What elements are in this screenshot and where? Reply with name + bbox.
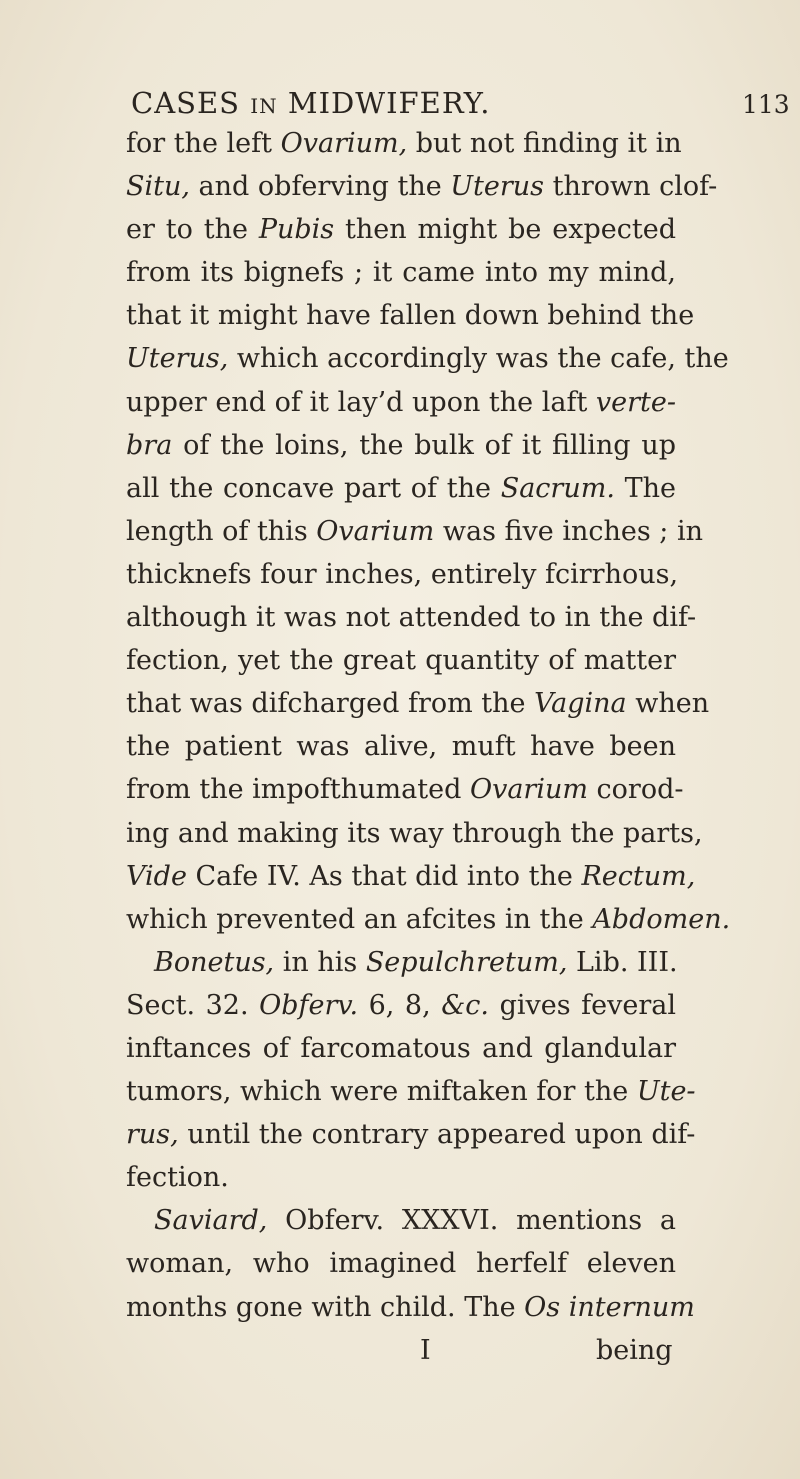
text-line [126,122,682,165]
italic-text: Sepulchretum, [365,946,568,978]
text-line [126,639,676,682]
italic-text: Pubis [258,214,335,246]
text-run: woman, who imagined herfelf eleven [126,1248,676,1280]
text-run: thicknefs four inches, entirely fcirrhous, [126,558,679,590]
italic-text: Vide [126,860,187,892]
text-line [126,725,676,768]
text-line [126,941,676,984]
running-title [131,86,490,120]
text-line [126,1242,676,1285]
italic-text: Sacrum. [500,472,615,504]
text-run: The [614,472,676,504]
text-line [126,812,703,855]
text-run: which accordingly was the cafe, the [228,343,729,375]
text-line [126,855,696,898]
italic-text: Bonetus, [154,946,275,978]
text-run: the patient was alive, muft have been [126,731,676,763]
text-line [126,337,729,380]
title-cases: CASES [131,86,241,120]
text-line [126,596,697,639]
text-line [126,768,684,811]
text-line [126,165,718,208]
text-run: from the impofthumated [126,774,470,806]
text-line [126,1199,676,1242]
italic-text: Saviard, [154,1205,268,1237]
text-run: fection. [126,1162,229,1194]
italic-text: Rectum, [581,860,696,892]
text-run: gives feveral [489,989,676,1021]
text-run: that was difcharged from the [126,688,535,720]
signature-mark: I [420,1334,431,1366]
text-run: and obferving the [189,171,451,203]
text-run: that it might have fallen down behind the [126,300,695,332]
text-run: tumors, which were miftaken for the [126,1076,637,1108]
text-line [126,251,676,294]
italic-text: Ovarium, [280,128,408,159]
italic-text: Obferv. [259,989,359,1021]
text-line [126,1070,696,1113]
text-line [126,984,676,1027]
text-line [126,294,695,337]
text-run: then might be expected [334,214,676,246]
text-line [126,682,710,725]
page-footer [126,1329,676,1372]
text-line [126,898,731,941]
body-text [126,122,731,1372]
italic-text: rus, [126,1119,179,1151]
text-line [126,1113,696,1156]
text-run: in his [274,946,366,978]
italic-text: bra [126,429,173,461]
text-run: inftances of farcomatous and glandular [126,1032,676,1064]
title-in: IN [250,94,278,118]
italic-text: Os internum [524,1291,695,1323]
text-run: Cafe IV. As that did into the [186,860,582,892]
text-run: Lib. III. [567,946,678,978]
italic-text: Abdomen. [592,903,731,935]
text-line [126,510,704,553]
text-run: although it was not attended to in the dif- [126,602,697,634]
catchword: being [596,1334,673,1366]
italic-text: Uterus [450,171,545,203]
page-header [0,86,800,126]
text-run: when [626,688,710,720]
text-run: was five inches ; in [434,515,704,547]
text-run: until the contrary appeared upon dif- [178,1119,696,1151]
italic-text: Uterus, [126,343,229,375]
text-run: length of this [126,515,317,547]
text-run: Obferv. XXXVI. mentions a [267,1205,676,1237]
text-run: ing and making its way through the parts, [126,817,703,849]
text-run: Sect. 32. [126,989,260,1021]
text-line [126,1286,695,1329]
text-line [126,208,676,251]
italic-text: &c. [441,989,490,1021]
text-run: er to the [126,214,259,246]
text-line [126,1027,676,1070]
text-line [126,381,676,424]
text-run: upper end of it lay’d upon the laft [126,386,596,418]
text-run: but not finding it in [407,128,682,159]
italic-text: Ute- [636,1076,696,1108]
italic-text: Vagina [534,688,627,720]
italic-text: verte- [595,386,676,418]
text-line [126,553,679,596]
text-line [126,467,676,510]
text-run: fection, yet the great quantity of matter [126,645,676,677]
text-run: 6, 8, [358,989,442,1021]
text-run: months gone with child. The [126,1291,525,1323]
text-run: corod- [587,774,684,806]
text-run: for the left [126,128,281,159]
text-run: thrown clof- [544,171,718,203]
text-run: all the concave part of the [126,472,501,504]
text-run: of the loins, the bulk of it filling up [172,429,676,461]
italic-text: Situ, [126,171,190,203]
text-run: which prevented an afcites in the [126,903,593,935]
title-midwifery: MIDWIFERY. [287,86,491,120]
text-line [126,424,676,467]
text-line [126,1156,676,1199]
italic-text: Ovarium [469,774,588,806]
italic-text: Ovarium [316,515,435,547]
page-number: 113 [742,90,790,119]
text-run: from its bignefs ; it came into my mind, [126,257,676,289]
